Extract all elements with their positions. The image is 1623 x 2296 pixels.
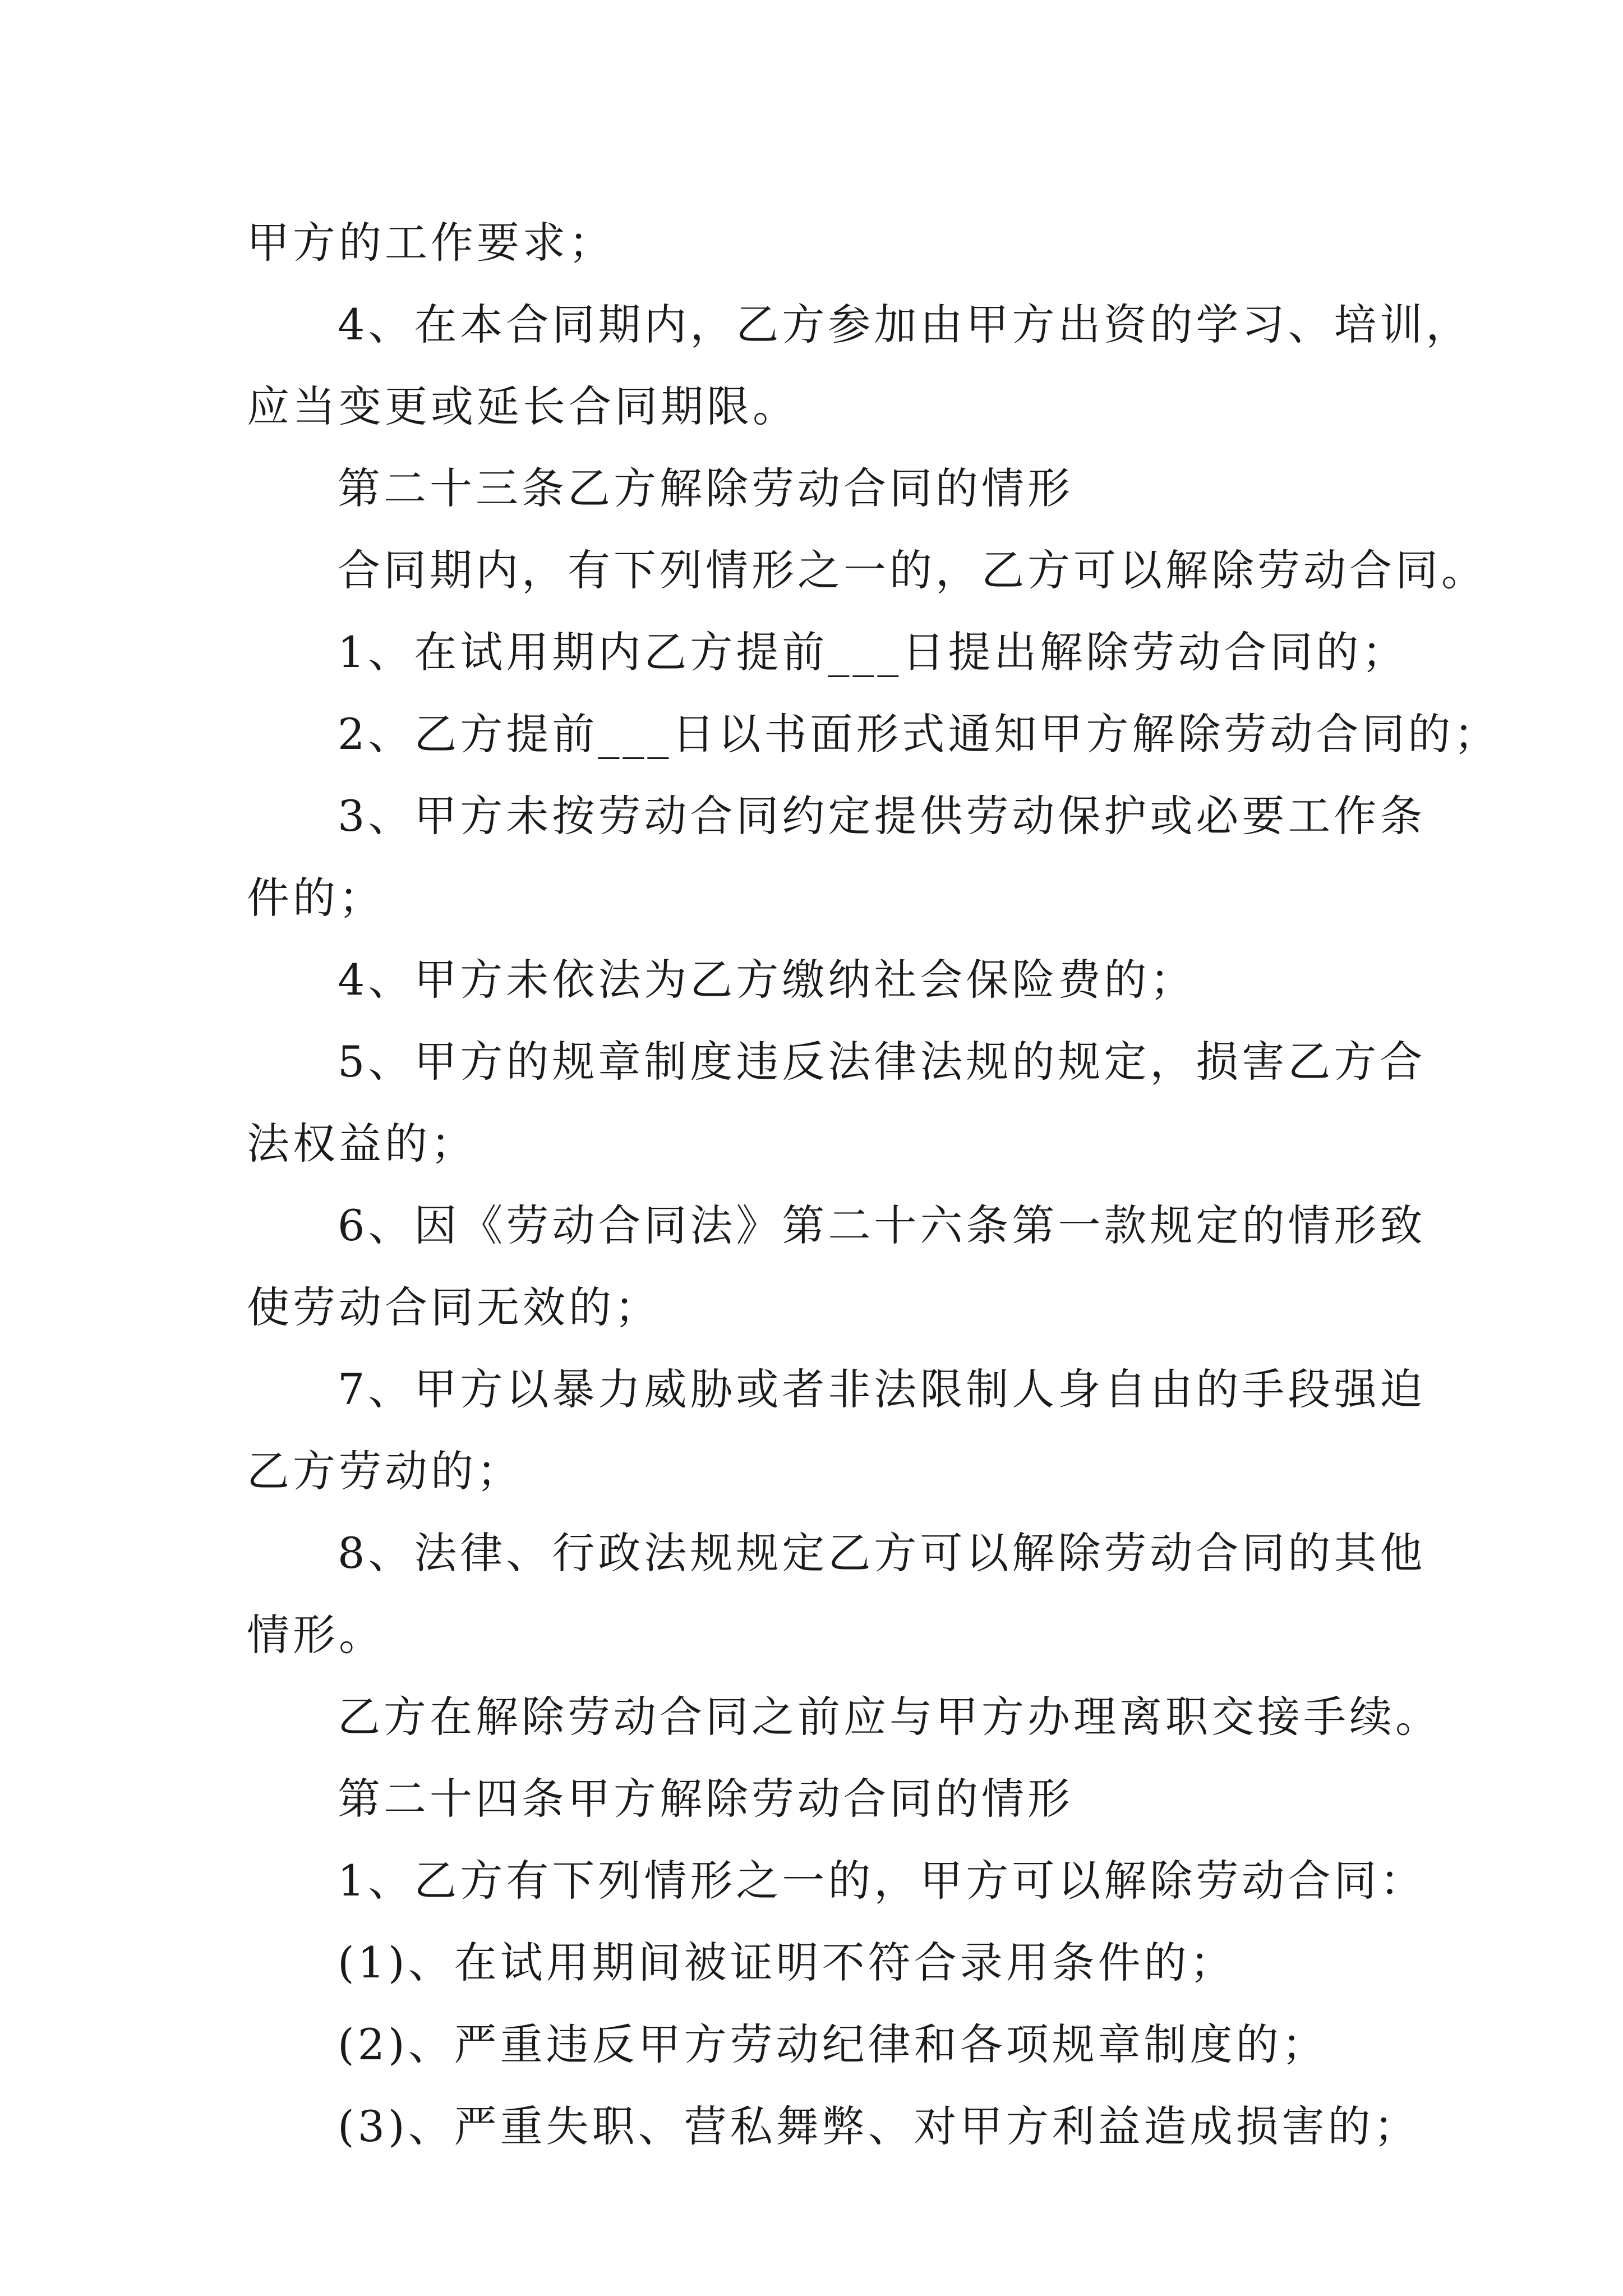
section-heading: 第二十三条乙方解除劳动合同的情形: [338, 463, 1073, 513]
list-item: 5、甲方的规章制度违反法律法规的规定，损害乙方合: [338, 1037, 1426, 1087]
text-line: 4、在本合同期内，乙方参加由甲方出资的学习、培训，: [338, 300, 1472, 349]
list-item: 2、乙方提前___日以书面形式通知甲方解除劳动合同的；: [338, 709, 1500, 759]
sub-list-item: (3)、严重失职、营私舞弊、对甲方利益造成损害的；: [338, 2101, 1420, 2151]
list-item: 6、因《劳动合同法》第二十六条第一款规定的情形致: [338, 1200, 1426, 1250]
text-line: 乙方劳动的；: [247, 1446, 523, 1496]
text-line: 情形。: [247, 1610, 385, 1660]
text-line: 应当变更或延长合同期限。: [247, 381, 799, 431]
list-item: 1、乙方有下列情形之一的，甲方可以解除劳动合同：: [338, 1856, 1426, 1906]
sub-list-item: (2)、严重违反甲方劳动纪律和各项规章制度的；: [338, 2019, 1328, 2069]
list-item: 4、甲方未依法为乙方缴纳社会保险费的；: [338, 955, 1196, 1005]
text-line: 甲方的工作要求；: [247, 218, 615, 268]
sub-list-item: (1)、在试用期间被证明不符合录用条件的；: [338, 1938, 1236, 1987]
list-item: 7、甲方以暴力威胁或者非法限制人身自由的手段强迫: [338, 1364, 1426, 1414]
document-body: [247, 202, 1500, 2168]
text-line: 乙方在解除劳动合同之前应与甲方办理离职交接手续。: [338, 1692, 1441, 1742]
list-item: 3、甲方未按劳动合同约定提供劳动保护或必要工作条: [338, 791, 1426, 841]
text-line: 合同期内，有下列情形之一的，乙方可以解除劳动合同。: [338, 545, 1487, 595]
list-item: 1、在试用期内乙方提前___日提出解除劳动合同的；: [338, 627, 1408, 677]
text-line: 使劳动合同无效的；: [247, 1282, 661, 1332]
section-heading: 第二十四条甲方解除劳动合同的情形: [338, 1774, 1073, 1824]
text-line: 件的；: [247, 873, 385, 923]
list-item: 8、法律、行政法规规定乙方可以解除劳动合同的其他: [338, 1528, 1426, 1578]
text-line: 法权益的；: [247, 1119, 477, 1168]
